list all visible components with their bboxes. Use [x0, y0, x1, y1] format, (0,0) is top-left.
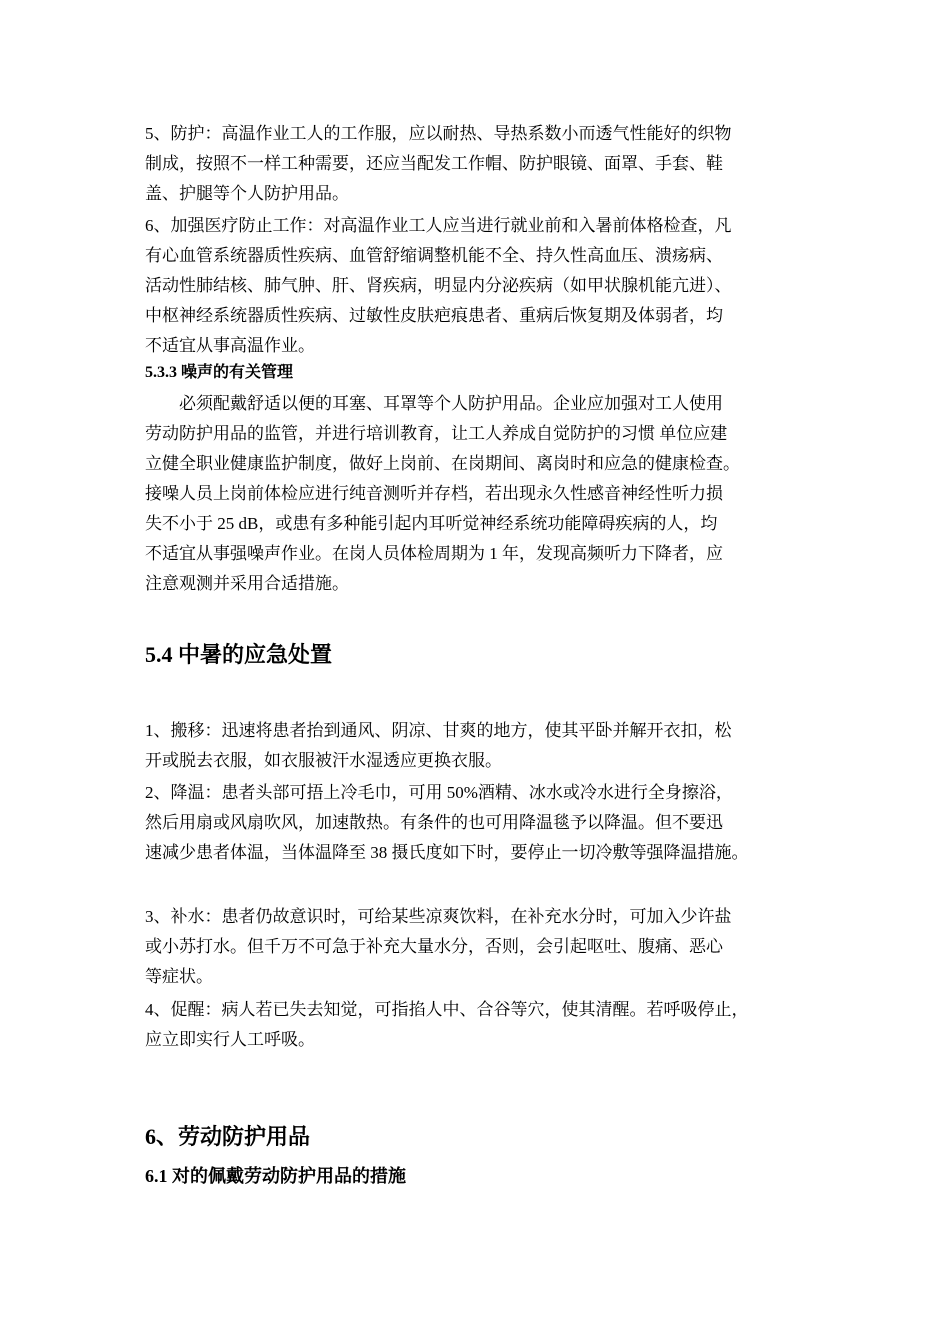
text-line: 劳动防护用品的监管，并进行培训教育，让工人养成自觉防护的习惯 单位应建 [145, 424, 728, 443]
text-line: 或小苏打水。但千万不可急于补充大量水分，否则，会引起呕吐、腹痛、恶心 [145, 937, 723, 956]
paragraph-medical-prevention [145, 211, 732, 361]
text-line: 然后用扇或风扇吹风，加速散热。有条件的也可用降温毯予以降温。但不要迅 [145, 813, 723, 832]
heading-6-1: 6.1 对的佩戴劳动防护用品的措施 [145, 1166, 406, 1186]
text-line: 2、降温：患者头部可捂上冷毛巾，可用 50%酒精、冰水或冷水进行全身擦浴， [145, 783, 733, 802]
text-line: 失不小于 25 dB，或患有多种能引起内耳听觉神经系统功能障碍疾病的人，均 [145, 514, 718, 533]
paragraph-wake-up [145, 995, 749, 1055]
text-line: 制成，按照不一样工种需要，还应当配发工作帽、防护眼镜、面罩、手套、鞋 [145, 154, 723, 173]
paragraph-noise-management [145, 389, 740, 599]
text-line: 必须配戴舒适以便的耳塞、耳罩等个人防护用品。企业应加强对工人使用 [179, 394, 723, 413]
text-line: 4、促醒：病人若已失去知觉，可指掐人中、合谷等穴，使其清醒。若呼吸停止， [145, 1000, 749, 1019]
text-line: 不适宜从事强噪声作业。在岗人员体检周期为 1 年，发现高频听力下降者，应 [145, 544, 723, 563]
paragraph-protection [145, 119, 732, 209]
heading-5-3-3: 5.3.3 噪声的有关管理 [145, 364, 294, 381]
text-line: 速减少患者体温，当体温降至 38 摄氏度如下时，要停止一切冷敷等强降温措施。 [145, 843, 749, 862]
heading-5-4: 5.4 中暑的应急处置 [145, 642, 333, 667]
paragraph-cool-down [145, 778, 749, 868]
text-line: 3、补水：患者仍故意识时，可给某些凉爽饮料，在补充水分时，可加入少许盐 [145, 907, 732, 926]
text-line: 中枢神经系统器质性疾病、过敏性皮肤疤痕患者、重病后恢复期及体弱者，均 [145, 306, 723, 325]
text-line: 应立即实行人工呼吸。 [145, 1030, 315, 1049]
text-line: 接噪人员上岗前体检应进行纯音测听并存档，若出现永久性感音神经性听力损 [145, 484, 723, 503]
heading-6: 6、劳动防护用品 [145, 1124, 311, 1149]
text-line: 盖、护腿等个人防护用品。 [145, 184, 349, 203]
text-line: 注意观测并采用合适措施。 [145, 574, 349, 593]
text-line: 6、加强医疗防止工作：对高温作业工人应当进行就业前和入暑前体格检查，凡 [145, 216, 732, 235]
text-line: 不适宜从事高温作业。 [145, 336, 315, 355]
text-line: 活动性肺结核、肺气肿、肝、肾疾病，明显内分泌疾病（如甲状腺机能亢进）、 [145, 276, 732, 295]
paragraph-rehydrate [145, 902, 732, 992]
text-line: 等症状。 [145, 967, 213, 986]
text-line: 5、防护：高温作业工人的工作服，应以耐热、导热系数小而透气性能好的织物 [145, 124, 732, 143]
paragraph-move-patient [145, 716, 732, 776]
text-line: 1、搬移：迅速将患者抬到通风、阴凉、甘爽的地方，使其平卧并解开衣扣，松 [145, 721, 732, 740]
text-line: 开或脱去衣服，如衣服被汗水湿透应更换衣服。 [145, 751, 502, 770]
text-line: 有心血管系统器质性疾病、血管舒缩调整机能不全、持久性高血压、溃疡病、 [145, 246, 723, 265]
text-line: 立健全职业健康监护制度，做好上岗前、在岗期间、离岗时和应急的健康检查。 [145, 454, 740, 473]
